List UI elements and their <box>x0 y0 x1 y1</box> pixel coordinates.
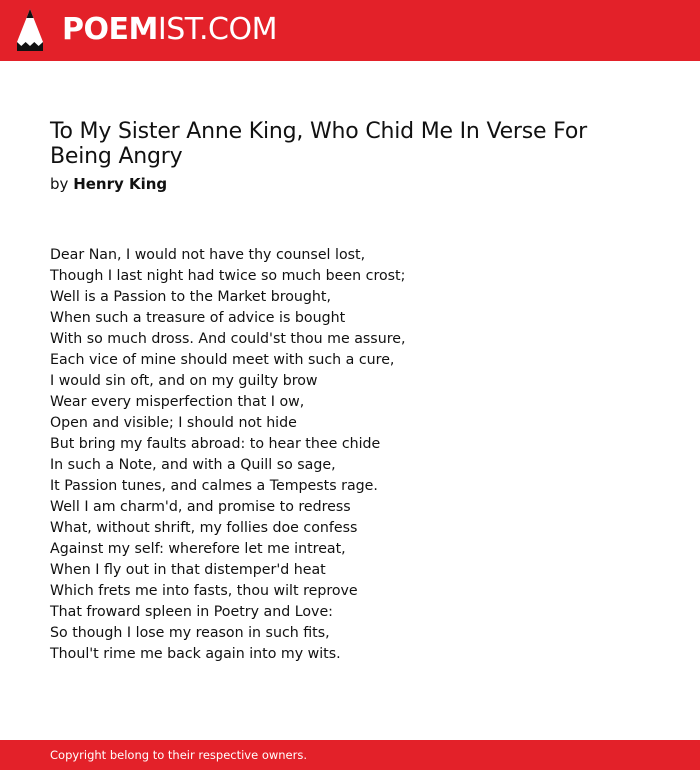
site-footer <box>0 740 700 770</box>
poem-body <box>50 245 650 665</box>
poem-line: But bring my faults abroad: to hear thee chide <box>50 436 381 452</box>
poem-line: Dear Nan, I would not have thy counsel lost, <box>50 247 366 263</box>
by-label: by <box>50 175 69 193</box>
poem-line: What, without shrift, my follies doe confess <box>50 520 358 536</box>
poem-line: Well is a Passion to the Market brought, <box>50 289 331 305</box>
poem-line: Wear every misperfection that I ow, <box>50 394 305 410</box>
site-header <box>0 0 700 61</box>
poem-line: In such a Note, and with a Quill so sage, <box>50 457 336 473</box>
poem-line: When such a treasure of advice is bought <box>50 310 346 326</box>
poem-line: Though I last night had twice so much been crost; <box>50 268 406 284</box>
copyright-text: Copyright belong to their respective owners. <box>50 748 308 762</box>
poem-line: Well I am charm'd, and promise to redress <box>50 499 351 515</box>
poem-line: So though I lose my reason in such fits, <box>50 625 330 641</box>
poem-line: I would sin oft, and on my guilty brow <box>50 373 318 389</box>
poem-line: With so much dross. And could'st thou me assure, <box>50 331 406 347</box>
poem-line: Thoul't rime me back again into my wits. <box>50 646 341 662</box>
logo-bold-text: POEM <box>62 12 158 47</box>
author-name[interactable]: Henry King <box>73 175 168 193</box>
poem-line: Against my self: wherefore let me intreat, <box>50 541 346 557</box>
poem-line: Each vice of mine should meet with such a cure, <box>50 352 395 368</box>
poem-line: When I fly out in that distemper'd heat <box>50 562 326 578</box>
poem-line: Which frets me into fasts, thou wilt reprove <box>50 583 358 599</box>
logo-light-text: IST.COM <box>157 12 277 47</box>
poem-line: Open and visible; I should not hide <box>50 415 297 431</box>
byline <box>50 174 167 194</box>
poem-title: To My Sister Anne King, Who Chid Me In Verse For Being Angry <box>50 119 587 169</box>
poem-line: That froward spleen in Poetry and Love: <box>50 604 333 620</box>
site-logo[interactable] <box>62 12 277 48</box>
pencil-tip-icon[interactable] <box>17 9 43 51</box>
poem-line: It Passion tunes, and calmes a Tempests rage. <box>50 478 378 494</box>
